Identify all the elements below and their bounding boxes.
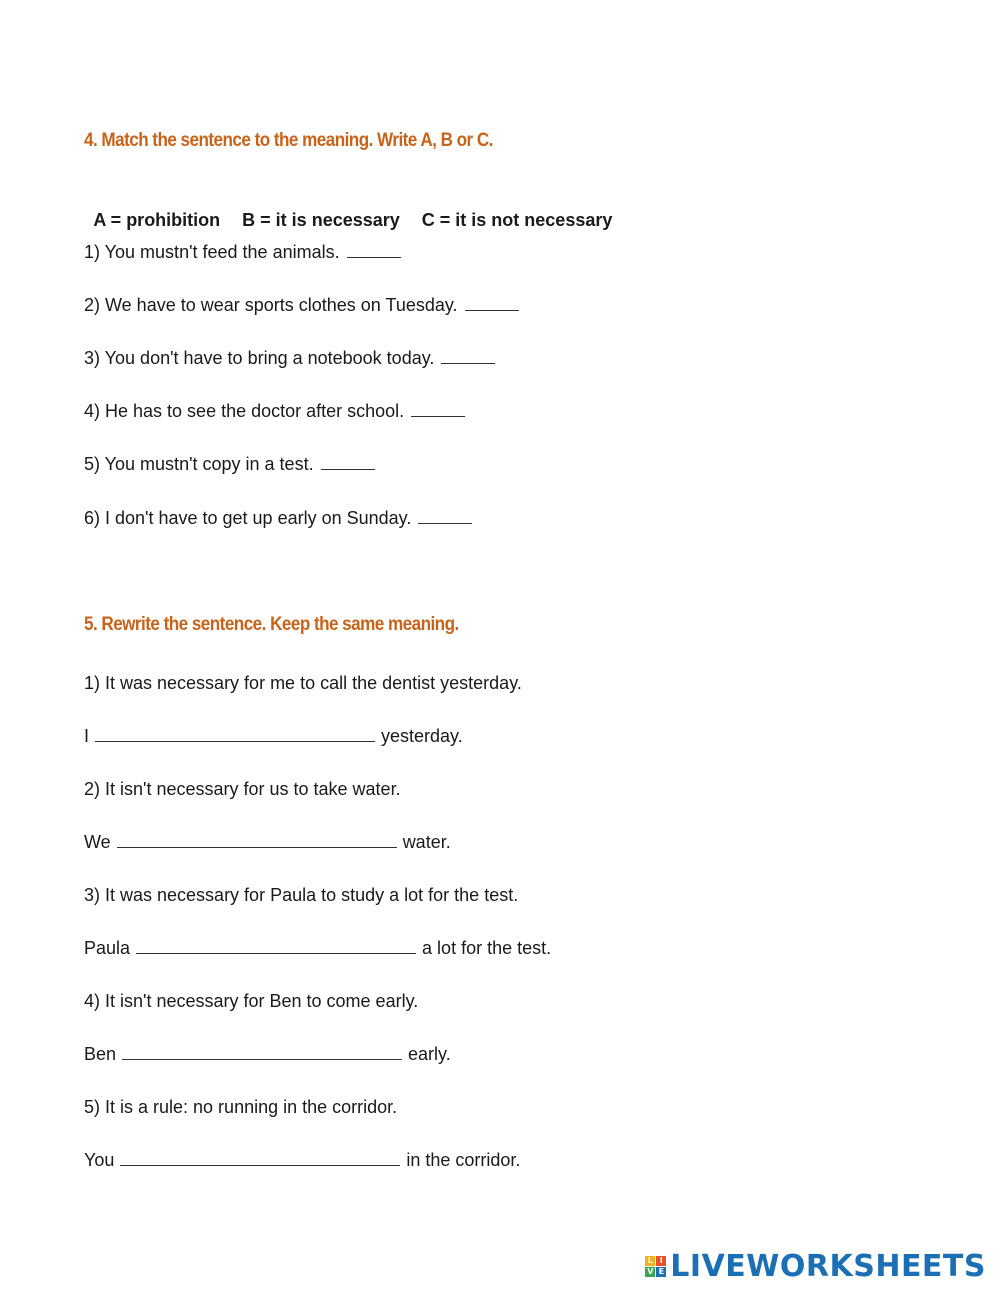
- answer-blank[interactable]: [411, 400, 465, 417]
- match-item: [84, 400, 467, 422]
- legend-b: B = it is necessary: [242, 210, 400, 230]
- match-item-text: 5) You mustn't copy in a test.: [84, 454, 314, 474]
- match-item-text: 3) You don't have to bring a notebook today.: [84, 348, 435, 368]
- answer-blank[interactable]: [122, 1043, 402, 1060]
- answer-end: yesterday.: [381, 726, 463, 746]
- section-4-heading: 4. Match the sentence to the meaning. Write A, B or C.: [84, 130, 493, 151]
- match-item-text: 1) You mustn't feed the animals.: [84, 242, 340, 262]
- rewrite-prompt: 3) It was necessary for Paula to study a lot for the test.: [84, 885, 519, 905]
- answer-end: in the corridor.: [406, 1150, 521, 1170]
- logo-letter: L: [645, 1256, 655, 1266]
- answer-blank[interactable]: [120, 1149, 400, 1166]
- match-item: [84, 507, 474, 529]
- rewrite-answer-line: [84, 1149, 520, 1171]
- rewrite-prompt: 5) It is a rule: no running in the corridor.: [84, 1097, 398, 1117]
- rewrite-answer-line: [84, 1043, 451, 1065]
- match-item: [84, 453, 377, 475]
- match-item: [84, 294, 521, 316]
- rewrite-prompt: 1) It was necessary for me to call the dentist yesterday.: [84, 673, 522, 693]
- legend-a: A = prohibition: [93, 210, 221, 230]
- match-item-text: 2) We have to wear sports clothes on Tuesday.: [84, 295, 458, 315]
- answer-blank[interactable]: [95, 725, 375, 742]
- answer-start: I: [84, 726, 90, 746]
- answer-start: We: [84, 832, 111, 852]
- match-item: [84, 347, 497, 369]
- answer-blank[interactable]: [347, 241, 401, 258]
- rewrite-prompt: 4) It isn't necessary for Ben to come early.: [84, 991, 419, 1011]
- answer-blank[interactable]: [136, 937, 416, 954]
- answer-start: Ben: [84, 1044, 117, 1064]
- logo-letter: V: [647, 1267, 654, 1276]
- match-item: [84, 241, 403, 263]
- answer-start: Paula: [84, 938, 131, 958]
- rewrite-answer-line: [84, 725, 463, 747]
- answer-end: a lot for the test.: [422, 938, 552, 958]
- logo-letter: E: [656, 1267, 666, 1277]
- answer-blank[interactable]: [441, 347, 495, 364]
- rewrite-answer-line: [84, 937, 551, 959]
- logo-text: LIVEWORKSHEETS: [670, 1249, 986, 1284]
- answer-blank[interactable]: [418, 507, 472, 524]
- answer-end: early.: [408, 1044, 451, 1064]
- match-item-text: 6) I don't have to get up early on Sunday.: [84, 508, 412, 528]
- liveworksheets-logo[interactable]: [645, 1249, 986, 1284]
- answer-blank[interactable]: [321, 453, 375, 470]
- logo-letter: I: [656, 1256, 666, 1266]
- match-item-text: 4) He has to see the doctor after school.: [84, 401, 405, 421]
- rewrite-answer-line: [84, 831, 451, 853]
- answer-blank[interactable]: [465, 294, 519, 311]
- legend-c: C = it is not necessary: [421, 210, 613, 230]
- rewrite-prompt: 2) It isn't necessary for us to take water.: [84, 779, 401, 799]
- section-5-heading: 5. Rewrite the sentence. Keep the same meaning.: [84, 614, 459, 635]
- answer-blank[interactable]: [117, 831, 397, 848]
- logo-mark-icon: [645, 1256, 666, 1277]
- answer-start: You: [84, 1150, 115, 1170]
- answer-key-legend: [84, 189, 634, 231]
- answer-end: water.: [402, 832, 451, 852]
